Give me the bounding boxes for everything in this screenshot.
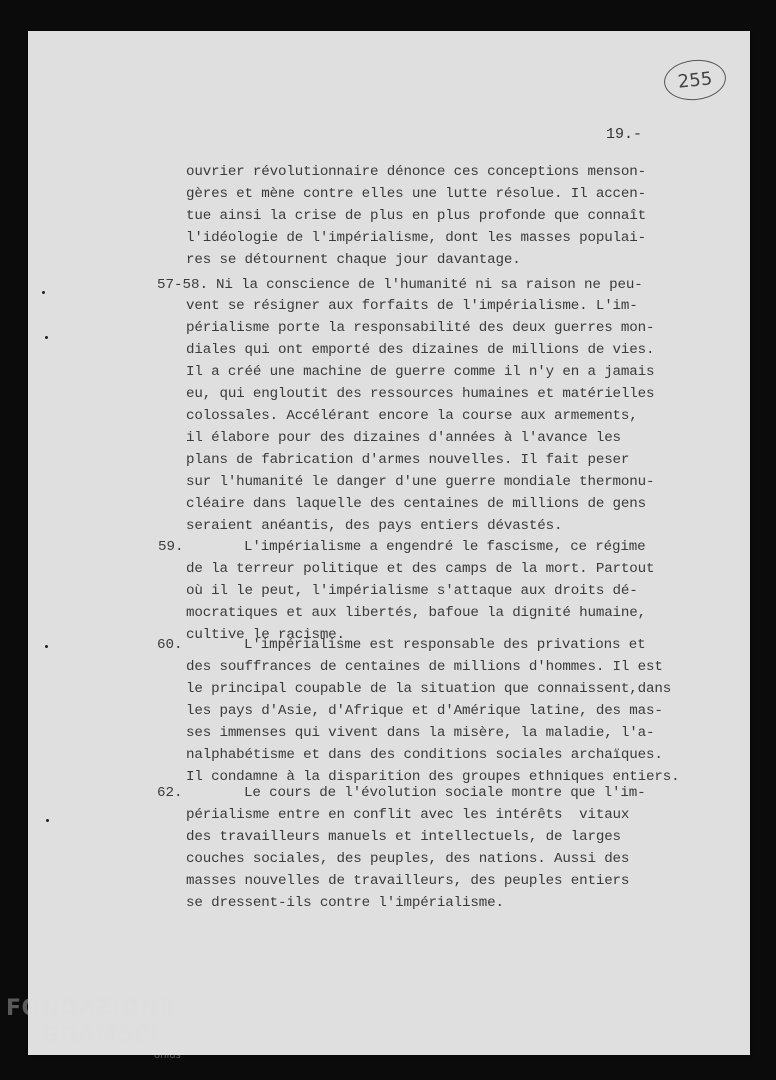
text-line: Ni la conscience de l'humanité ni sa raison ne peu-	[216, 277, 643, 293]
paragraph-number: 60.	[157, 637, 183, 653]
text-line: res se détournent chaque jour davantage.	[186, 252, 521, 268]
text-line: cléaire dans laquelle des centaines de millions de gens	[186, 496, 647, 512]
text-line: l'idéologie de l'impérialisme, dont les masses populai-	[186, 230, 647, 246]
text-line: sur l'humanité le danger d'une guerre mondiale thermonu-	[186, 474, 655, 490]
text-line: périalisme entre en conflit avec les intérêts vitaux	[186, 807, 630, 823]
text-line: le principal coupable de la situation que connaissent,dans	[186, 681, 672, 697]
text-line: Il condamne à la disparition des groupes ethniques entiers.	[186, 769, 680, 785]
text-line: eu, qui engloutit des ressources humaines et matérielles	[186, 386, 655, 402]
text-line: se dressent-ils contre l'impérialisme.	[186, 895, 504, 911]
text-line: il élabore pour des dizaines d'années à l'avance les	[186, 430, 621, 446]
margin-dot	[42, 291, 45, 294]
text-line: de la terreur politique et des camps de la mort. Partout	[186, 561, 655, 577]
paragraph-number: 62.	[157, 785, 183, 801]
watermark-line: onlus	[154, 1050, 181, 1061]
text-line: les pays d'Asie, d'Afrique et d'Amérique latine, des mas-	[186, 703, 663, 719]
fondazione-gramsci-watermark	[6, 996, 181, 1061]
text-line: ouvrier révolutionnaire dénonce ces conceptions menson-	[186, 164, 647, 180]
text-line: des souffrances de centaines de millions d'hommes. Il est	[186, 659, 663, 675]
text-line: masses nouvelles de travailleurs, des peuples entiers	[186, 873, 630, 889]
text-line: L'impérialisme est responsable des privations et	[244, 637, 646, 653]
paragraph-number: 57-58.	[157, 277, 209, 293]
page-number: 19.-	[606, 126, 643, 143]
margin-dot	[45, 645, 48, 648]
text-line: où il le peut, l'impérialisme s'attaque aux droits dé-	[186, 583, 638, 599]
text-line: gères et mène contre elles une lutte résolue. Il accen-	[186, 186, 647, 202]
text-line: tue ainsi la crise de plus en plus profonde que connaît	[186, 208, 647, 224]
text-line: mocratiques et aux libertés, bafoue la dignité humaine,	[186, 605, 647, 621]
text-line: seraient anéantis, des pays entiers dévastés.	[186, 518, 563, 534]
watermark-line: GRAMSCI	[42, 1023, 160, 1048]
text-line: diales qui ont emporté des dizaines de millions de vies.	[186, 342, 655, 358]
text-line: ses immenses qui vivent dans la misère, la maladie, l'a-	[186, 725, 655, 741]
text-line: L'impérialisme a engendré le fascisme, ce régime	[244, 539, 646, 555]
text-line: des travailleurs manuels et intellectuels, de larges	[186, 829, 621, 845]
text-line: Il a créé une machine de guerre comme il n'y en a jamais	[186, 364, 655, 380]
margin-dot	[46, 819, 49, 822]
text-line: colossales. Accélérant encore la course aux armements,	[186, 408, 638, 424]
text-line: périalisme porte la responsabilité des deux guerres mon-	[186, 320, 655, 336]
text-line: nalphabétisme et dans des conditions sociales archaïques.	[186, 747, 663, 763]
text-line: plans de fabrication d'armes nouvelles. Il fait peser	[186, 452, 630, 468]
text-line: vent se résigner aux forfaits de l'impérialisme. L'im-	[186, 298, 638, 314]
margin-dot	[45, 336, 48, 339]
text-line: couches sociales, des peuples, des nations. Aussi des	[186, 851, 630, 867]
paragraph-number: 59.	[158, 539, 184, 555]
text-line: Le cours de l'évolution sociale montre que l'im-	[244, 785, 646, 801]
watermark-line: FONDAZIONE	[6, 996, 175, 1021]
text-line: cultive le racisme.	[186, 627, 345, 643]
archive-stamp-number: 255	[676, 67, 714, 93]
